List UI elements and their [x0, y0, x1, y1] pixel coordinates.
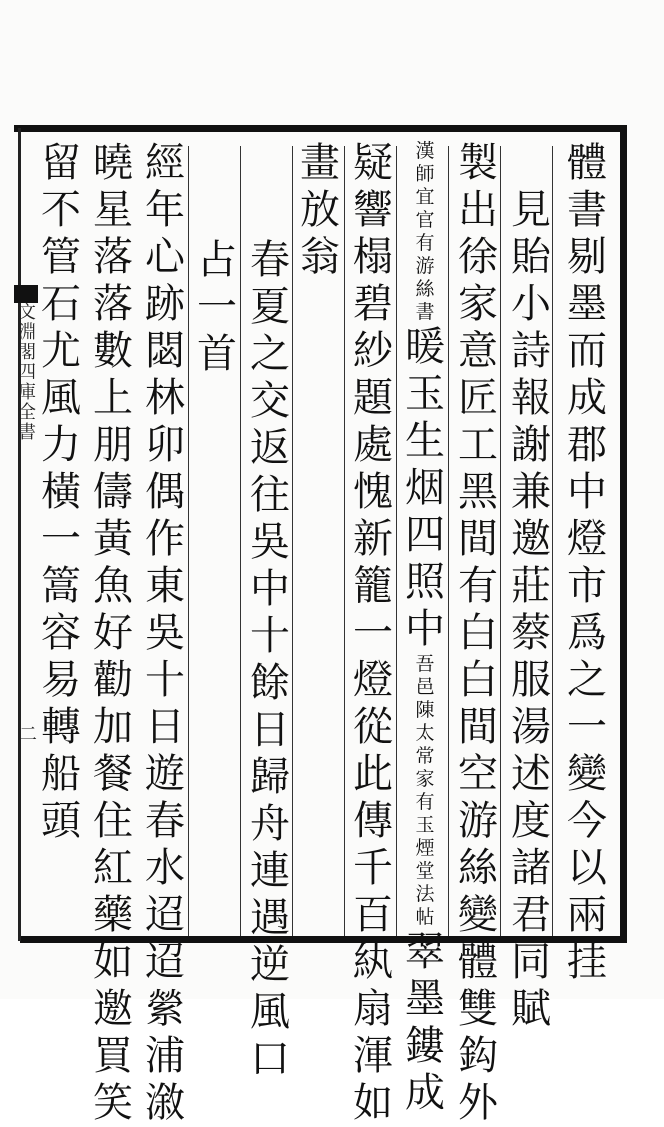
- character: 蔡: [511, 610, 551, 656]
- character: 體: [567, 140, 607, 186]
- text-column: [453, 140, 503, 1127]
- annotation-character: 師: [415, 163, 435, 185]
- annotation-character: 常: [415, 745, 435, 767]
- character: 服: [511, 657, 551, 703]
- character: 兼: [511, 469, 551, 515]
- character: 吳: [250, 519, 290, 565]
- character: 不: [41, 187, 81, 233]
- annotation-line: [415, 653, 434, 791]
- character: 數: [93, 328, 133, 374]
- character: 兩: [567, 892, 607, 938]
- character: 工: [458, 422, 498, 468]
- character: 新: [353, 516, 393, 562]
- frame-top-rule: [14, 125, 626, 132]
- character: 疑: [353, 140, 393, 186]
- character: 之: [567, 657, 607, 703]
- annotation-character: 吾: [415, 653, 435, 675]
- character: 碧: [353, 281, 393, 327]
- character: 愧: [353, 469, 393, 515]
- character: 墨: [567, 281, 607, 327]
- annotation-character: 玉: [415, 814, 435, 836]
- character: 遇: [250, 895, 290, 941]
- character: 篙: [41, 563, 81, 609]
- character: 占: [197, 237, 237, 283]
- character: 好: [93, 610, 133, 656]
- text-column: [140, 140, 190, 1127]
- character: 返: [250, 425, 290, 471]
- character: 日: [145, 704, 185, 750]
- character: 橫: [41, 469, 81, 515]
- fold-title-character: 四: [18, 362, 36, 383]
- character: 風: [250, 989, 290, 1035]
- character: 勸: [93, 657, 133, 703]
- fold-title: [18, 303, 36, 443]
- character: 藥: [93, 892, 133, 938]
- character: 體: [458, 939, 498, 985]
- character: 郡: [567, 422, 607, 468]
- character: 落: [93, 281, 133, 327]
- character: 中: [405, 606, 445, 652]
- fold-title-character: 文: [18, 302, 36, 323]
- character: 夏: [250, 284, 290, 330]
- interlinear-note: [415, 653, 434, 929]
- character: 挂: [567, 939, 607, 985]
- character: 有: [458, 563, 498, 609]
- character: 遊: [145, 751, 185, 797]
- annotation-line: [415, 140, 434, 232]
- character: 墨: [405, 976, 445, 1022]
- character: 偶: [145, 469, 185, 515]
- annotation-character: 陳: [415, 699, 435, 721]
- text-column: [295, 140, 345, 281]
- character: 處: [353, 422, 393, 468]
- character: 暖: [405, 324, 445, 370]
- annotation-character: 宜: [415, 186, 435, 208]
- character: 迢: [145, 939, 185, 985]
- character: 經: [145, 140, 185, 186]
- annotation-line: [415, 791, 434, 929]
- character: 船: [41, 751, 81, 797]
- character: 四: [405, 512, 445, 558]
- character: 見: [511, 187, 551, 233]
- character: 住: [93, 798, 133, 844]
- character: 度: [511, 798, 551, 844]
- character: 變: [458, 892, 498, 938]
- character: 邀: [511, 516, 551, 562]
- fold-title-character: 淵: [18, 322, 36, 343]
- character: 題: [353, 375, 393, 421]
- character: 之: [250, 331, 290, 377]
- character: 黃: [93, 516, 133, 562]
- annotation-character: 漢: [415, 140, 435, 162]
- character: 交: [250, 378, 290, 424]
- annotation-character: 有: [415, 791, 435, 813]
- character: 翠: [405, 929, 445, 975]
- character: 變: [567, 751, 607, 797]
- fold-title-character: 庫: [18, 382, 36, 403]
- character: 加: [93, 704, 133, 750]
- character: 家: [458, 281, 498, 327]
- character: 邀: [93, 986, 133, 1032]
- annotation-character: 家: [415, 768, 435, 790]
- character: 出: [458, 187, 498, 233]
- character: 莊: [511, 563, 551, 609]
- character: 一: [41, 516, 81, 562]
- character: 白: [458, 657, 498, 703]
- character: 容: [41, 610, 81, 656]
- character: 朋: [93, 422, 133, 468]
- character: 餘: [250, 660, 290, 706]
- character: 鈎: [458, 1033, 498, 1079]
- character: 尤: [41, 328, 81, 374]
- character: 心: [145, 234, 185, 280]
- text-column: [88, 140, 138, 1127]
- character: 放: [300, 187, 340, 233]
- character: 一: [197, 284, 237, 330]
- character: 卯: [145, 422, 185, 468]
- character: 鏤: [405, 1023, 445, 1069]
- character: 笑: [93, 1080, 133, 1126]
- annotation-character: 煙: [415, 837, 435, 859]
- character: 黑: [458, 469, 498, 515]
- annotation-character: 堂: [415, 860, 435, 882]
- annotation-character: 有: [415, 232, 435, 254]
- annotation-character: 太: [415, 722, 435, 744]
- character: 榻: [353, 234, 393, 280]
- annotation-character: 游: [415, 255, 435, 277]
- character: 跡: [145, 281, 185, 327]
- character: 舟: [250, 801, 290, 847]
- character: 徐: [458, 234, 498, 280]
- character: 渾: [353, 1033, 393, 1079]
- character: 落: [93, 234, 133, 280]
- character: 游: [458, 798, 498, 844]
- character: 報: [511, 375, 551, 421]
- character: 作: [145, 516, 185, 562]
- character: 百: [353, 892, 393, 938]
- character: 空: [458, 751, 498, 797]
- character: 星: [93, 187, 133, 233]
- character: 絲: [458, 845, 498, 891]
- interlinear-note: [415, 140, 434, 324]
- character: 白: [458, 610, 498, 656]
- character: 而: [567, 328, 607, 374]
- character: 吳: [145, 610, 185, 656]
- character: 石: [41, 281, 81, 327]
- annotation-character: 官: [415, 209, 435, 231]
- character: 十: [250, 613, 290, 659]
- character: 一: [353, 610, 393, 656]
- character: 東: [145, 563, 185, 609]
- character: 雙: [458, 986, 498, 1032]
- annotation-character: 法: [415, 883, 435, 905]
- character: 燈: [567, 516, 607, 562]
- character: 一: [567, 704, 607, 750]
- character: 詩: [511, 328, 551, 374]
- character: 林: [145, 375, 185, 421]
- character: 成: [567, 375, 607, 421]
- character: 日: [250, 707, 290, 753]
- character: 意: [458, 328, 498, 374]
- character: 湯: [511, 704, 551, 750]
- character: 成: [405, 1070, 445, 1116]
- character: 畫: [300, 140, 340, 186]
- character: 千: [353, 845, 393, 891]
- character: 管: [41, 234, 81, 280]
- character: 燈: [353, 657, 393, 703]
- character: 謝: [511, 422, 551, 468]
- character: 照: [405, 559, 445, 605]
- character: 連: [250, 848, 290, 894]
- character: 往: [250, 472, 290, 518]
- character: 今: [567, 798, 607, 844]
- character: 爲: [567, 610, 607, 656]
- character: 如: [353, 1080, 393, 1126]
- character: 製: [458, 140, 498, 186]
- character: 儔: [93, 469, 133, 515]
- character: 閟: [145, 328, 185, 374]
- character: 書: [567, 187, 607, 233]
- character: 此: [353, 751, 393, 797]
- character: 曉: [93, 140, 133, 186]
- text-column: [36, 140, 86, 845]
- character: 籠: [353, 563, 393, 609]
- annotation-character: 絲: [415, 278, 435, 300]
- character: 紈: [353, 939, 393, 985]
- character: 風: [41, 375, 81, 421]
- character: 中: [250, 566, 290, 612]
- fold-title-character: 全: [18, 402, 36, 423]
- character: 年: [145, 187, 185, 233]
- character: 迢: [145, 892, 185, 938]
- character: 留: [41, 140, 81, 186]
- character: 如: [93, 939, 133, 985]
- character: 春: [145, 798, 185, 844]
- character: 春: [250, 237, 290, 283]
- annotation-character: 書: [415, 301, 435, 323]
- character: 外: [458, 1080, 498, 1126]
- character: 十: [145, 657, 185, 703]
- character: 逆: [250, 942, 290, 988]
- page-number: 二: [19, 724, 37, 745]
- character: 玉: [405, 371, 445, 417]
- fold-marker: [14, 285, 38, 303]
- text-column: [562, 140, 612, 986]
- character: 生: [405, 418, 445, 464]
- character: 首: [197, 331, 237, 377]
- character: 縈: [145, 986, 185, 1032]
- character: 上: [93, 375, 133, 421]
- character: 君: [511, 892, 551, 938]
- character: 間: [458, 704, 498, 750]
- character: 烟: [405, 465, 445, 511]
- character: 水: [145, 845, 185, 891]
- character: 諸: [511, 845, 551, 891]
- frame-right-rule: [620, 125, 627, 943]
- annotation-character: 帖: [415, 906, 435, 928]
- fold-title-character: 書: [18, 422, 36, 443]
- character: 買: [93, 1033, 133, 1079]
- character: 中: [567, 469, 607, 515]
- character: 市: [567, 563, 607, 609]
- character: 同: [511, 939, 551, 985]
- annotation-character: 邑: [415, 676, 435, 698]
- annotation-line: [415, 232, 434, 324]
- character: 響: [353, 187, 393, 233]
- annotated-column: [400, 140, 450, 1117]
- character: 述: [511, 751, 551, 797]
- character: 間: [458, 516, 498, 562]
- character: 轉: [41, 704, 81, 750]
- character: 以: [567, 845, 607, 891]
- text-column: [245, 237, 295, 1083]
- character: 漵: [145, 1080, 185, 1126]
- frame-left-rule: [18, 128, 21, 941]
- character: 傳: [353, 798, 393, 844]
- text-column: [506, 187, 556, 1033]
- character: 剔: [567, 234, 607, 280]
- character: 翁: [300, 234, 340, 280]
- text-column: [348, 140, 398, 1127]
- character: 力: [41, 422, 81, 468]
- character: 魚: [93, 563, 133, 609]
- character: 從: [353, 704, 393, 750]
- character: 賦: [511, 986, 551, 1032]
- character: 歸: [250, 754, 290, 800]
- fold-title-character: 閣: [18, 342, 36, 363]
- character: 扇: [353, 986, 393, 1032]
- character: 小: [511, 281, 551, 327]
- character: 易: [41, 657, 81, 703]
- character: 匠: [458, 375, 498, 421]
- character: 浦: [145, 1033, 185, 1079]
- character: 口: [250, 1036, 290, 1082]
- text-column: [192, 237, 242, 378]
- character: 紗: [353, 328, 393, 374]
- character: 頭: [41, 798, 81, 844]
- character: 貽: [511, 234, 551, 280]
- character: 紅: [93, 845, 133, 891]
- character: 餐: [93, 751, 133, 797]
